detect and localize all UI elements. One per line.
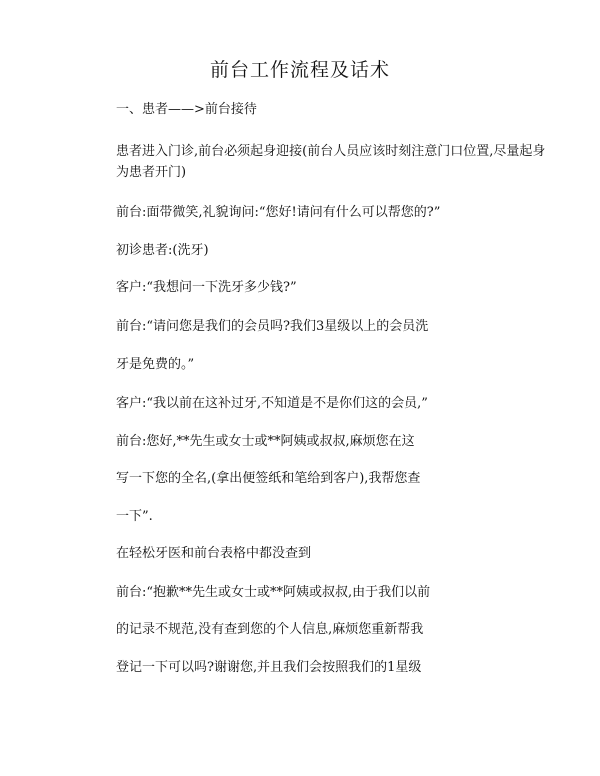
paragraph-line: 前台:您好,**先生或女士或**阿姨或叔叔,麻烦您在这 — [116, 434, 415, 449]
paragraph-line: 的记录不规范,没有查到您的个人信息,麻烦您重新帮我 — [116, 622, 424, 637]
section-heading: 一、患者——>前台接待 — [116, 102, 257, 117]
paragraph-line: 患者进入门诊,前台必须起身迎接(前台人员应该时刻注意门口位置,尽量起身 — [116, 144, 546, 159]
paragraph-line: 前台:面带微笑,礼貌询问:“您好!请问有什么可以帮您的?” — [116, 205, 441, 220]
paragraph-line: 牙是免费的。” — [116, 357, 195, 372]
paragraph-line: 写一下您的全名,(拿出便签纸和笔给到客户),我帮您查 — [116, 471, 421, 486]
paragraph-line: 登记一下可以吗?谢谢您,并且我们会按照我们的1星级 — [116, 660, 422, 675]
paragraph-line: 前台:“抱歉**先生或女士或**阿姨或叔叔,由于我们以前 — [116, 585, 431, 600]
document-title: 前台工作流程及话术 — [209, 59, 390, 81]
paragraph-line: 初诊患者:(洗牙) — [116, 243, 209, 258]
paragraph-line: 客户:“我以前在这补过牙,不知道是不是你们这的会员,” — [116, 396, 428, 411]
paragraph-line: 前台:“请问您是我们的会员吗?我们3星级以上的会员洗 — [116, 319, 429, 334]
paragraph-line: 为患者开门) — [116, 165, 187, 180]
paragraph-line: 客户:“我想问一下洗牙多少钱?” — [116, 280, 297, 295]
paragraph-line: 一下”. — [116, 509, 153, 524]
paragraph-line: 在轻松牙医和前台表格中都没查到 — [116, 546, 312, 561]
